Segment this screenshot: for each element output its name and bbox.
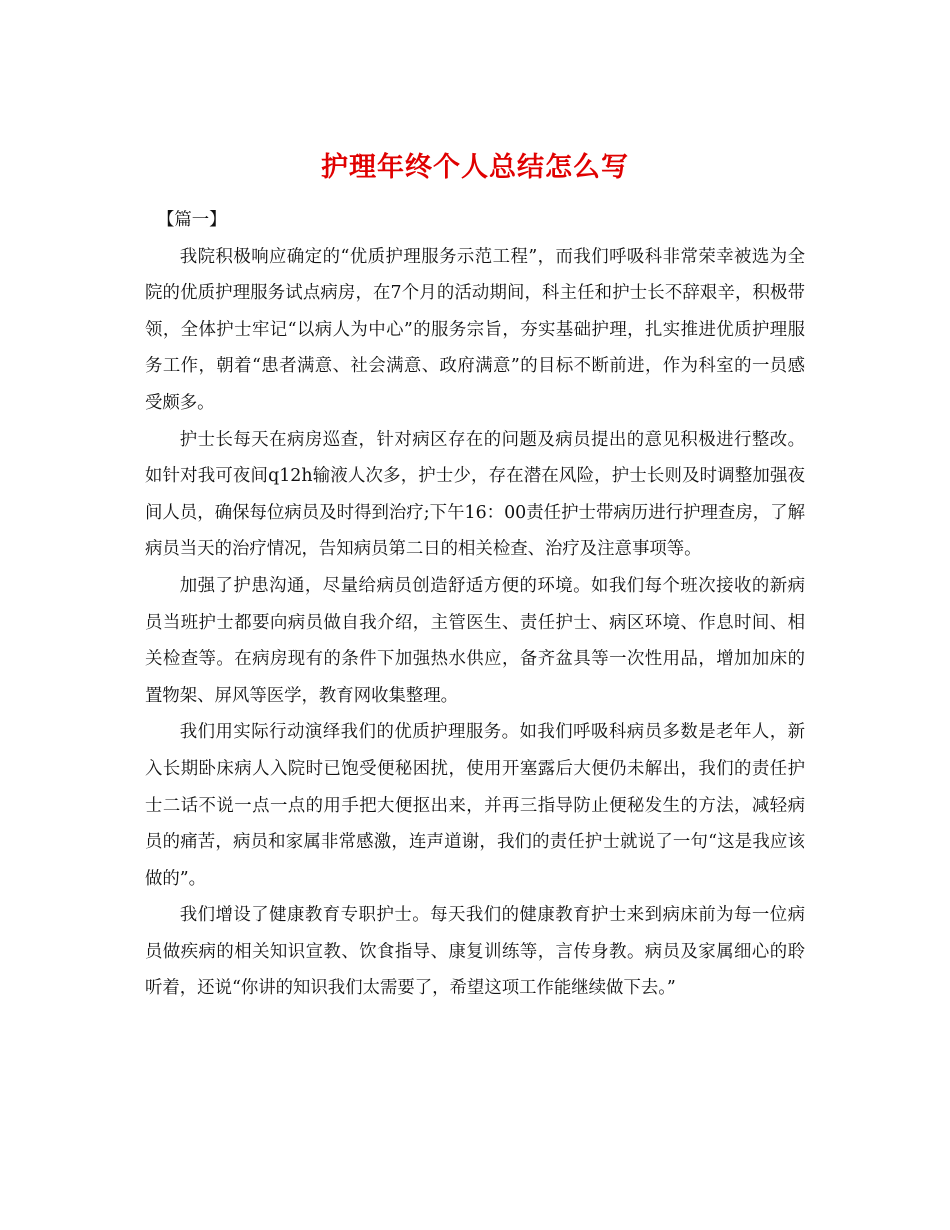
document-body xyxy=(145,202,805,1007)
paragraph-4: 我们用实际行动演绎我们的优质护理服务。如我们呼吸科病员多数是老年人，新入长期卧床病人入院时已饱受便秘困扰，使用开塞露后大便仍未解出，我们的责任护士二话不说一点一点的用手把大便抠出来，并再三指导防止便秘发生的方法，减轻病员的痛苦，病员和家属非常感激，连声道谢，我们的责任护士就说了一句“这是我应该做的”。 xyxy=(145,722,805,889)
page-title: 护理年终个人总结怎么写 xyxy=(321,152,629,184)
paragraph-2: 护士长每天在病房巡查，针对病区存在的问题及病员提出的意见积极进行整改。如针对我可夜间q12h输液人次多，护士少，存在潜在风险，护士长则及时调整加强夜间人员，确保每位病员及时得到治疗;下午16：00责任护士带病历进行护理查房，了解病员当天的治疗情况，告知病员第二日的相关检查、治疗及注意事项等。 xyxy=(145,429,805,560)
paragraph-1: 我院积极响应确定的“优质护理服务示范工程”，而我们呼吸科非常荣幸被选为全院的优质护理服务试点病房，在7个月的活动期间，科主任和护士长不辞艰辛，积极带领，全体护士牢记“以病人为中心”的服务宗旨，夯实基础护理，扎实推进优质护理服务工作，朝着“患者满意、社会满意、政府满意”的目标不断前进，作为科室的一员感受颇多。 xyxy=(145,246,805,413)
paragraph-3: 加强了护患沟通，尽量给病员创造舒适方便的环境。如我们每个班次接收的新病员当班护士都要向病员做自我介绍，主管医生、责任护士、病区环境、作息时间、相关检查等。在病房现有的条件下加强热水供应，备齐盆具等一次性用品，增加加床的置物架、屏风等医学，教育网收集整理。 xyxy=(145,575,805,706)
paragraph-5: 我们增设了健康教育专职护士。每天我们的健康教育护士来到病床前为每一位病员做疾病的相关知识宣教、饮食指导、康复训练等，言传身教。病员及家属细心的聆听着，还说“你讲的知识我们太需要了，希望这项工作能继续做下去。” xyxy=(145,905,805,999)
section-label: 【篇一】 xyxy=(157,210,227,230)
